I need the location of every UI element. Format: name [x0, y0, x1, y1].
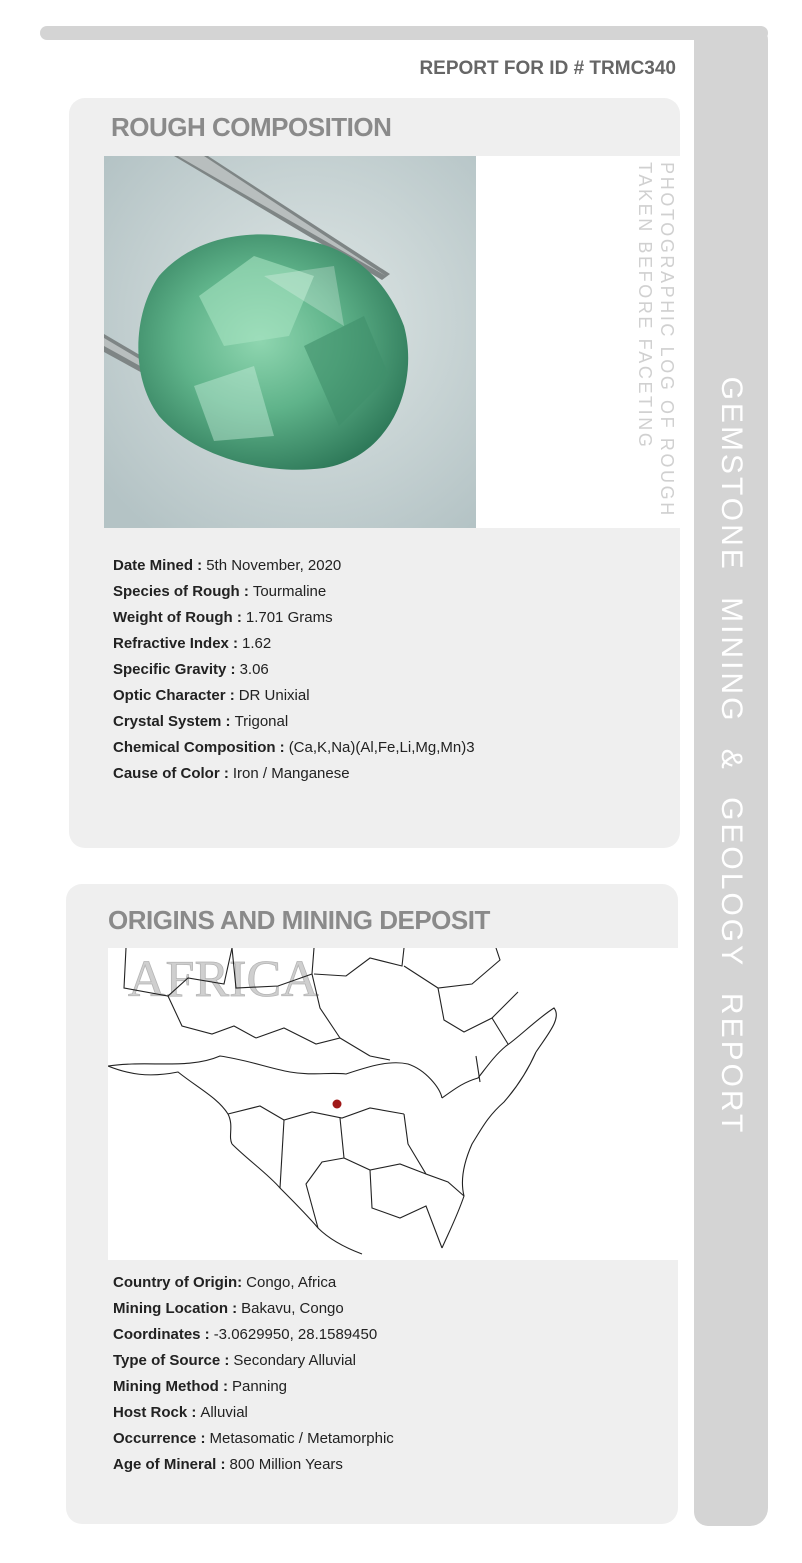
rough-photo-area [104, 156, 680, 528]
field-label: Weight of Rough : [113, 609, 242, 626]
field-value: 800 Million Years [229, 1456, 343, 1473]
field-label: Coordinates : [113, 1326, 210, 1343]
map-outline [108, 948, 680, 1260]
report-id: REPORT FOR ID # TRMC340 [419, 58, 676, 79]
field-label: Chemical Composition : [113, 739, 285, 756]
field-value: Trigonal [234, 713, 289, 730]
field-row [113, 1400, 394, 1426]
map-label: AFRICA [128, 951, 319, 1008]
field-value: (Ca,K,Na)(Al,Fe,Li,Mg,Mn)3 [288, 739, 475, 756]
field-row [113, 1348, 394, 1374]
field-value: Congo, Africa [246, 1274, 337, 1291]
field-label: Host Rock : [113, 1404, 197, 1421]
photo-note-line-1: PHOTOGRAPHIC LOG OF ROUGH [657, 162, 677, 518]
field-row [113, 709, 475, 735]
africa-map [108, 948, 680, 1260]
field-row [113, 579, 475, 605]
field-value: Metasomatic / Metamorphic [209, 1430, 394, 1447]
field-label: Date Mined : [113, 557, 203, 574]
field-label: Species of Rough : [113, 583, 249, 600]
report-side-title: GEMSTONE MINING & GEOLOGY REPORT [715, 376, 748, 1136]
field-value: Alluvial [200, 1404, 248, 1421]
rough-fields [113, 553, 475, 787]
field-row [113, 553, 475, 579]
field-value: Panning [231, 1378, 288, 1395]
field-value: DR Unixial [238, 687, 310, 704]
field-label: Mining Location : [113, 1300, 238, 1317]
field-row [113, 735, 475, 761]
field-label: Specific Gravity : [113, 661, 236, 678]
gemstone-photo [104, 156, 476, 528]
field-row [113, 1452, 394, 1478]
field-label: Mining Method : [113, 1378, 228, 1395]
field-row [113, 1270, 394, 1296]
field-row [113, 1426, 394, 1452]
field-label: Crystal System : [113, 713, 231, 730]
field-row [113, 1296, 394, 1322]
field-value: 5th November, 2020 [206, 557, 342, 574]
field-value: -3.0629950, 28.1589450 [213, 1326, 378, 1343]
field-value: Iron / Manganese [232, 765, 350, 782]
field-row [113, 657, 475, 683]
field-row [113, 1322, 394, 1348]
field-row [113, 631, 475, 657]
field-label: Country of Origin: [113, 1274, 243, 1291]
field-row [113, 761, 475, 787]
field-value: Secondary Alluvial [233, 1352, 356, 1369]
rough-composition-title: ROUGH COMPOSITION [111, 112, 392, 142]
field-label: Cause of Color : [113, 765, 229, 782]
field-value: 1.701 Grams [245, 609, 333, 626]
field-row [113, 1374, 394, 1400]
field-label: Occurrence : [113, 1430, 206, 1447]
origin-fields [113, 1270, 394, 1478]
photo-note [634, 162, 678, 518]
field-row [113, 683, 475, 709]
top-bar [40, 26, 768, 40]
field-value: Tourmaline [252, 583, 327, 600]
field-row [113, 605, 475, 631]
field-label: Age of Mineral : [113, 1456, 226, 1473]
mining-location-marker [333, 1100, 342, 1109]
photo-note-line-2: TAKEN BEFORE FACETING [635, 162, 655, 450]
field-label: Optic Character : [113, 687, 235, 704]
field-label: Refractive Index : [113, 635, 239, 652]
field-value: Bakavu, Congo [241, 1300, 344, 1317]
field-value: 3.06 [239, 661, 269, 678]
origins-title: ORIGINS AND MINING DEPOSIT [108, 905, 490, 935]
field-value: 1.62 [242, 635, 272, 652]
field-label: Type of Source : [113, 1352, 230, 1369]
